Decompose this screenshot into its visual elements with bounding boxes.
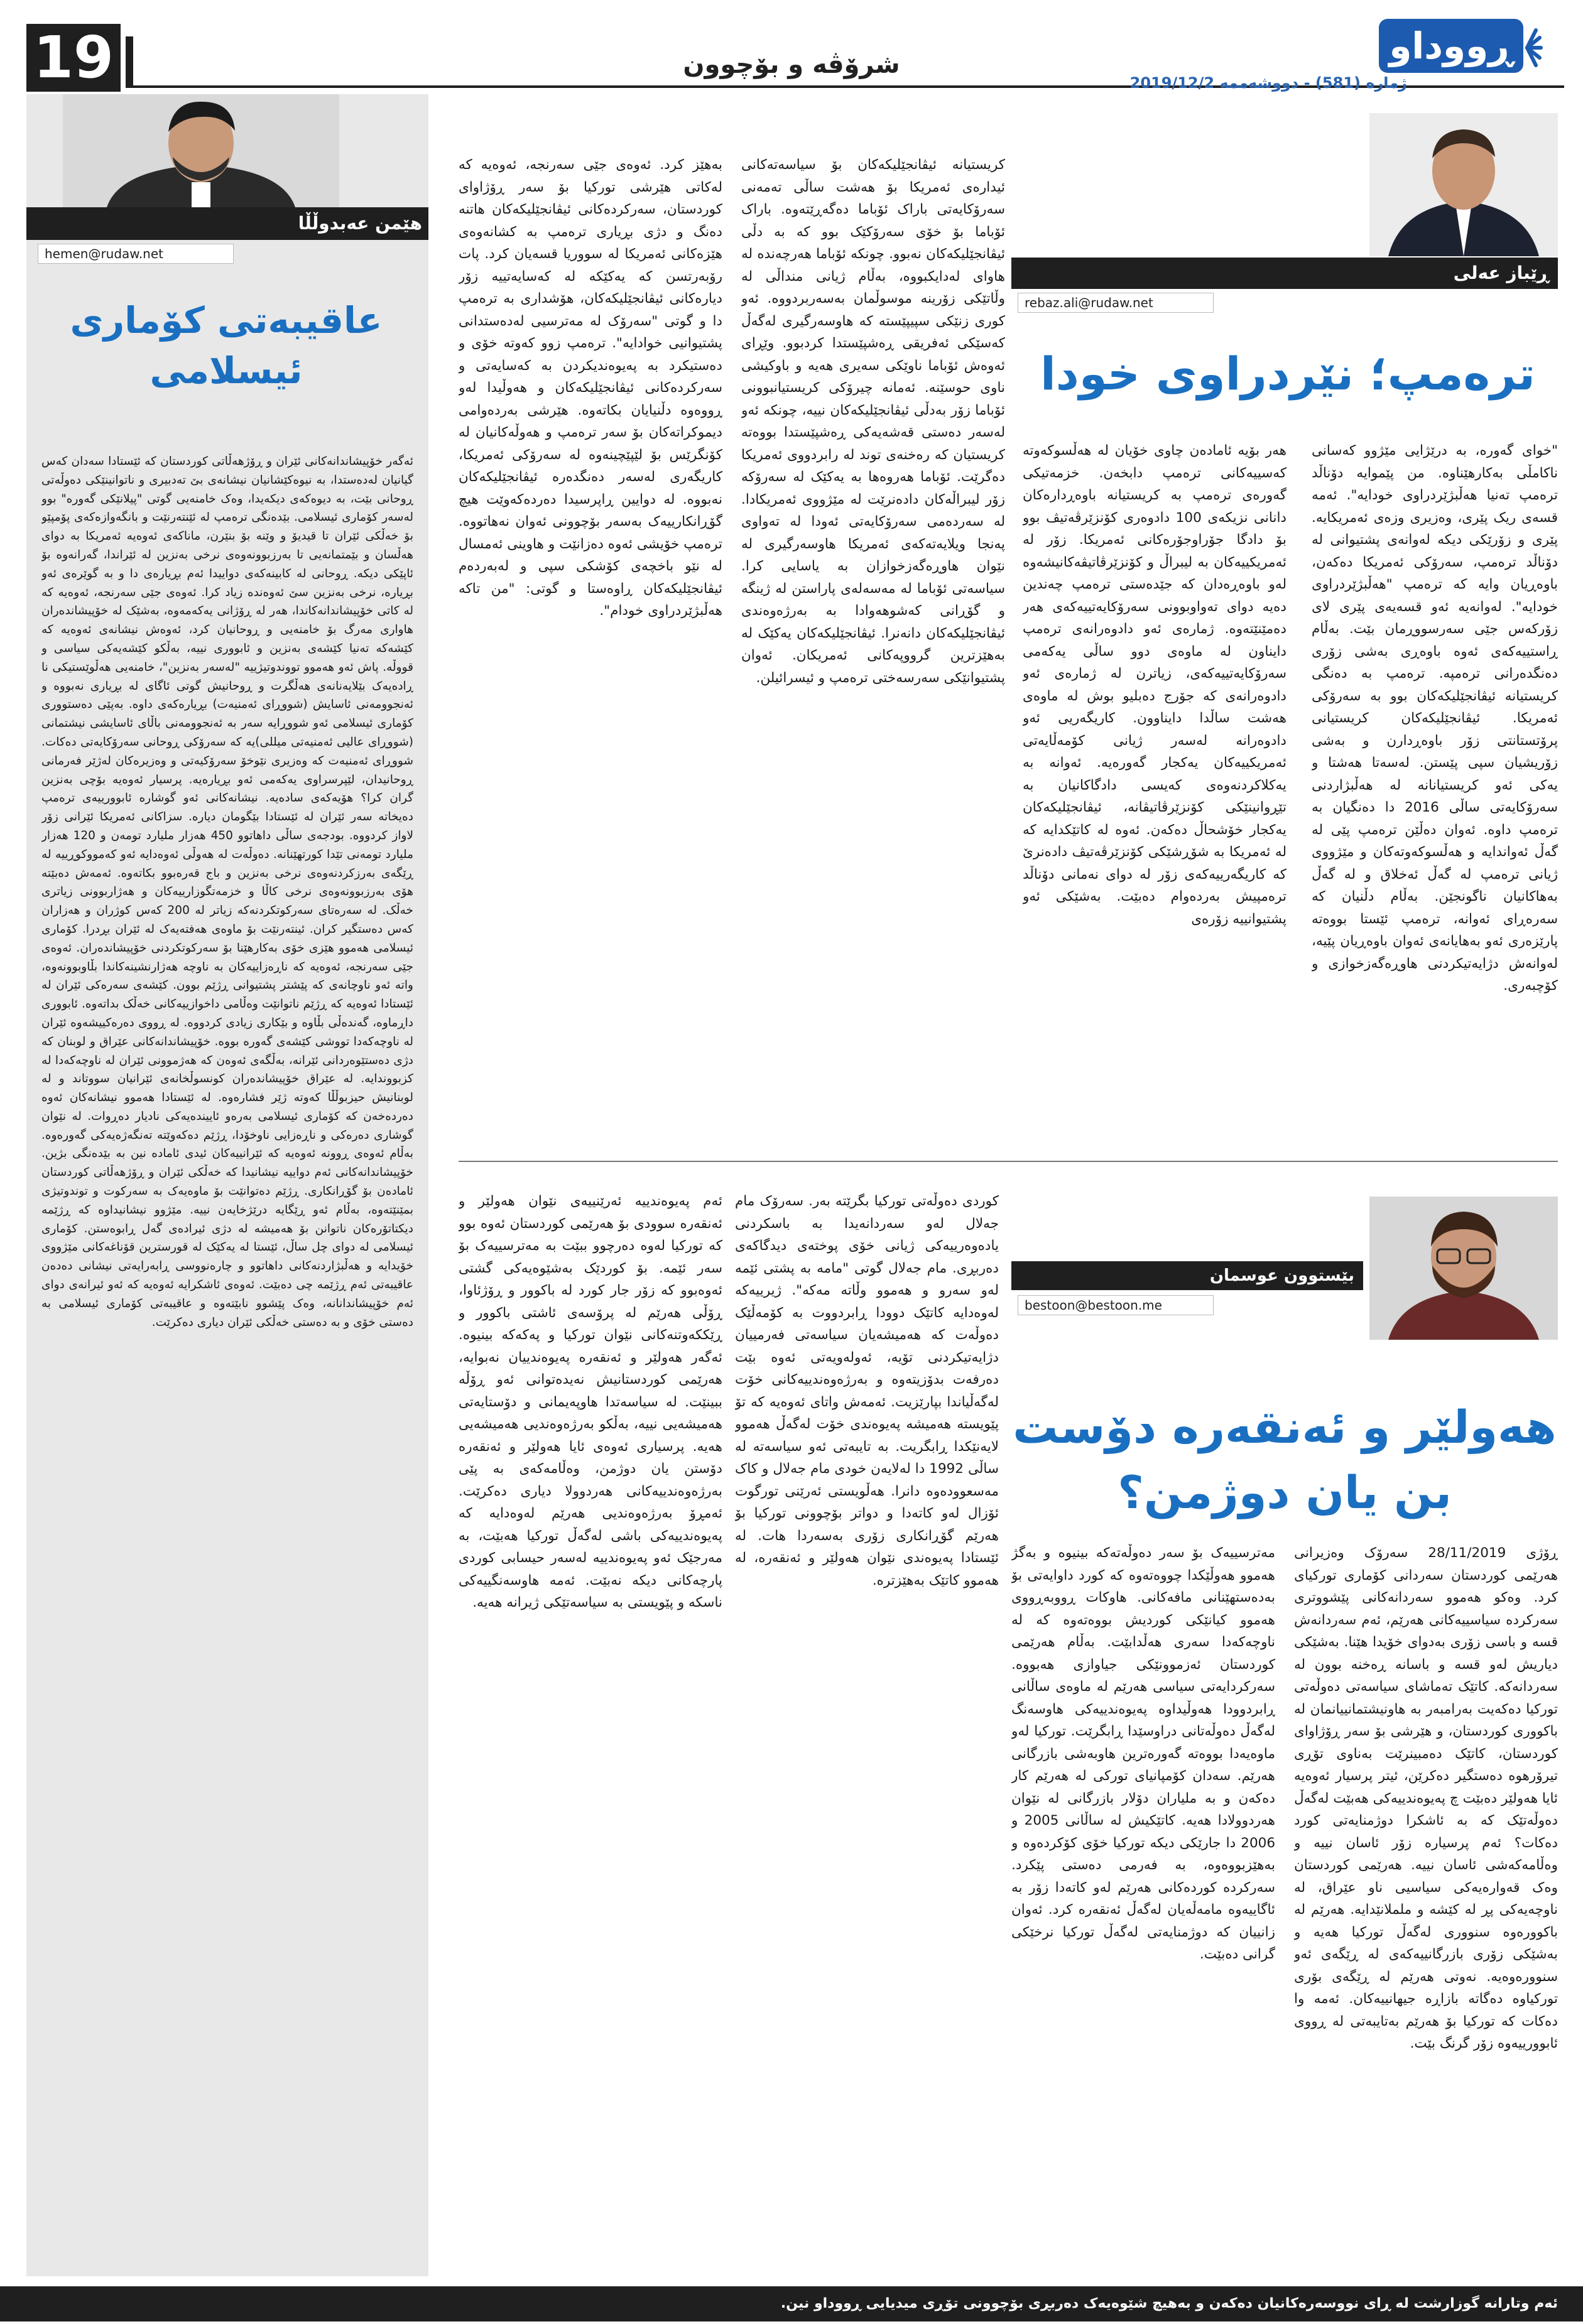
author-name-rebaz: ڕێباز عەلی <box>1011 258 1558 289</box>
headline-article2 <box>44 295 408 396</box>
article3-col1 <box>1294 1542 1558 2271</box>
author-photo-hemen <box>63 94 339 207</box>
author-name-hemen: هێمن عەبدوڵڵا <box>26 207 428 240</box>
article1-col4 <box>459 154 722 1099</box>
section-title: شرۆڤە و بۆچوون <box>683 50 900 79</box>
author-photo-rebaz <box>1369 113 1558 256</box>
headline-article3-line2: بن یان دوژمن؟ <box>1118 1466 1452 1519</box>
author-email-bestoon[interactable]: bestoon@bestoon.me <box>1018 1295 1214 1315</box>
issue-info: ژمارە (581) - دووشەممە 2019/12/2 <box>1129 74 1407 92</box>
article3-col3-text: کوردی دەوڵەتی تورکیا بگرێتە بەر. سەرۆک مام جەلال لەو سەردانەیدا بە باسکردنی یادەوەرییەکی ژیانی خۆی پوختەی دیدگاکەی دەربڕی. مام جەلال گوتی "مامە بە پشتی ئێمە لەو سەرو و هەموو وڵاتە مەکە". ژیرییەکە لەوەدایە کاتێک دوودا ڕابردووت بە کۆمەڵێک دەوڵەت کە هەمیشەیان سیاسەتی فەرمییان دژایەتیکردنی تۆیە، ئەولەویەتی ئەوە بێت دەرفەت بدۆزیتەوە و بەرژەوەندییەکانی خۆت لەگەڵیاندا بپارێزیت. ئەمەش واتای ئەوەیە کە تۆ پێویستە هەمیشە پەیوەندی خۆت لەگەڵ هەموو لایەنێکدا ڕابگریت. بە تایبەتی ئەو سیاسەتە لە ساڵی 1992 دا لەلایەن خودی مام جەلال و کاک مەسعوودەوە دانرا. هەڵویستی ئەرێنی تورگوت ئۆزال لەو کاتەدا و دواتر بۆچوونی تورکیا بۆ هەرێم گۆڕانکاری زۆری بەسەردا هات. لە ئێستادا پەیوەندی نێوان هەولێر و ئەنقەرە، لە هەموو کاتێک بەهێزترە. <box>735 1193 999 1588</box>
article3-col1-text: ڕۆژی 28/11/2019 سەرۆک وەزیرانی هەرێمی کوردستان سەردانی کۆماری تورکیای کرد. وەکو هەموو سەردانەکانی پێشووتری سەرکردە سیاسییەکانی هەرێم، ئەم سەردانەش قسە و باسی زۆری بەدوای خۆیدا هێنا. بەشێکی دیاریش لەو قسە و باسانە ڕەخنە بوون لە سەردانەکە. کاتێک تەماشای سیاسەتی دەوڵەتی تورکیا دەکەیت بەرامبەر بە هاونیشتمانییانمان لە باکووری کوردستان، و هێرشی بۆ سەر ڕۆژاوای کوردستان، کاتێک دەمبینرێت بەناوی تۆڕی تیرۆرهوە دەستگیر دەکرێن، ئیتر پرسیار ئەوەیە ئایا هەولێر دەبێت چ پەیوەندییەکی هەبێت لەگەڵ دەوڵەتێک کە بە ئاشکرا دوژمنایەتی کورد دەکات؟ ئەم پرسیارە زۆر ئاسان نییە و وەڵامەکەشی ئاسان نییە. هەرێمی کوردستان وەک قەوارەیەکی سیاسیی ناو عێراق، لە ناوچەیەکی پڕ لە کێشە و ململانێدایە. هەرێم لە باکوورەوە سنووری لەگەڵ تورکیا هەیە و بەشێکی زۆری بازرگانییەکەی لە ڕێگەی ئەو سنوورەوەیە. نەوتی هەرێم لە ڕێگەی بۆری تورکیاوە دەگاتە بازاڕە جیهانییەکان. ئەمە وا دەکات کە تورکیا بۆ هەرێم بەتایبەتی لە ڕووی ئابوورییەوە زۆر گرنگ بێت. <box>1294 1545 1558 2051</box>
author-email-rebaz[interactable]: rebaz.ali@rudaw.net <box>1018 293 1214 313</box>
page-header <box>0 0 1583 107</box>
rudaw-logo <box>1379 19 1561 82</box>
article1-col3-text: کریستیانە ئیڤانجێلیکەکان بۆ سیاسەتەکانی ئیدارەی ئەمریکا بۆ هەشت ساڵی تەمەنی سەرۆکایەتی باراک ئۆباما دەگەڕێتەوە. باراک ئۆباما بۆ خۆی سەرۆکێک بوو کە بە دڵی ئیڤانجێلیکەکان نەبوو. چونکە ئۆباما هەرچەندە لە هاوای لەدایکبووە، بەڵام ژیانی منداڵی لە وڵاتێکی زۆرینە موسوڵمان بەسەربردووە. ئەو کوری زنێکی سپیپێستە کە هاوسەرگیری لەگەڵ کەسێکی ئەفریقی ڕەشپێستدا کردبوو. وێڕای ئەوەش ئۆباما ناوێکی سەیری هەیە و باوکیشی ناوی حوسێنە. ئەمانە چیرۆکی کریستیانبوونی ئۆباما زۆر بەدڵی ئیڤانجێلیکەکان نییە، چونکە ئەو لەسەر دەستی قەشەیەکی ڕەشپێستدا بووەتە کریستیان کە رەخنەی توند لە رابردووی ئەمریکا دەگرێت. ئۆباما هەروەها بە یەکێک لە سەرۆکە زۆر لیبراڵەکان دادەنرێت لە مێژووی ئەمریکادا. لە سەردەمی سەرۆکایەتی ئەودا لە تەواوی پەنجا ویلایەتەکەی ئەمریکا هاوسەرگیری لە نێوان هاوڕەگەزخوازان بە یاسایی کرا. سیاسەتی ئۆباما لە مەسەلەی پاراستن لە ژینگە و گۆڕانی کەشوهەوادا بە بەرژەوەندی ئیڤانجێلیکەکان دانەنرا. ئیڤانجێلیکەکان یەکێک لە بەهێزترین گرووپەکانی ئەمریکان. ئەوان پشتیوانێکی سەرسەختی ترەمپ و ئیسرائیلن. <box>741 157 1005 686</box>
article2-body <box>41 452 413 2267</box>
article3-col4-text: ئەم پەیوەندییە ئەرێنییەی نێوان هەولێر و ئەنقەرە سوودی بۆ هەرێمی کوردستان ئەوە بوو کە تورکیا لەوە دەرچوو ببێت بە مەترسییەک بۆ سەر ئێمە. بۆ کوردێک بەشێوەیەکی گشتی ئەوەبوو کە زۆر جار کورد لە باکوور و ڕۆژئاوا، ڕۆڵی هەرێم لە پرۆسەی ئاشتی باکوور و ڕێککەوتنەکانی نێوان تورکیا و پەکەکە بینیوە. ئەگەر هەولێر و ئەنقەرە پەیوەندییان نەبوایە، هەرێمی کوردستانیش نەیدەتوانی ئەو ڕۆڵە ببینێت. لە سیاسەتدا هاوپەیمانی و دۆستایەتی هەمیشەیی نییە، بەڵکو بەرژەوەندیی هەمیشەیی هەیە. پرسیاری ئەوەی ئایا هەولێر و ئەنقەرە دۆستن یان دوژمن، وەڵامەکەی بە پێی بەرژەوەندییەکانی هەردوولا دیاری دەکرێت. ئەمڕۆ بەرژەوەندیی هەرێم لەوەدایە کە پەیوەندییەکی باشی لەگەڵ تورکیا هەبێت، بە مەرجێک ئەو پەیوەندییە لەسەر حیسابی کوردی پارچەکانی دیکە نەبێت. ئەمە هاوسەنگییەکی ناسکە و پێویستی بە سیاسەتێکی ژیرانە هەیە. <box>459 1193 722 1610</box>
headline-article2-line2: ئیسلامی <box>150 349 303 392</box>
article1-col1-text: "خوای گەورە، بە درێژایی مێژوو کەسانی ناکامڵی بەکارهێناوە. من پێموایە دۆناڵد ترەمپ تەنیا هەڵبژێردراوی خودایە". ئەمە قسەی ریک پێری، وەزیری وزەی ئەمریکایە. پێری و زۆرێکی دیکە لەوانەی پشتیوانی لە دۆناڵد ترەمپ، سەرۆکی ئەمریکا دەکەن، باوەڕیان وایە کە ترەمپ "هەڵبژێردراوی خودایە". لەوانەیە ئەو قسەیەی پێری لای زۆرکەس جێی سەرسووڕمان بێت. بەڵام ڕاستییەکەی ئەوە باوەڕی بەشی زۆری دەنگدەرانی ترەمپە. ترەمپ بە دەنگی کریستیانە ئیڤانجێلیکەکان بوو بە سەرۆکی ئەمریکا. ئیڤانجێلیکەکان کریستیانی پرۆتستانتی زۆر باوەڕدارن و بەشی زۆریشیان سپی پێستن. لەسەتا هەشتا و یەکی ئەو کریستیانانە لە هەڵبژاردنی سەرۆکایەتی ساڵی 2016 دا دەنگیان بە ترەمپ داوە. ئەوان دەڵێن ترەمپ پێی لە گەڵ ئەواندایە و هەڵسوکەوتەکان و مێژووی ژیانی ترەمپ لە گەڵ ئەخلاق و لە گەڵ بەهاکانیان ناگونجێن. بەڵام دڵنیان کە سەرەڕای ئەوانە، ترەمپ ئێستا بووەتە پارێزەری ئەو بەهایانەی ئەوان باوەڕیان پێیە، لەوانەش دژایەتیکردنی هاوڕەگەزخوازی و کۆچبەری. <box>1312 443 1558 994</box>
article2-paragraph: ئەگەر خۆپیشاندانەکانی ئێران و ڕۆژهەڵاتی کوردستان کە ئێستادا سەدان کەس گیانیان لەدەستدا، بە نیوەکێشانیان نیشانەی بێ تەدبیری و ناتوانینێکی دەوڵەتی ڕوحانی بێت، بە دیوەکەی دیکەیدا، وەک خامنەیی گوتی "پیلانێکی گەورە" بوو لەسەر کۆماری ئیسلامی. بێدەنگی ترەمپ لە ئێنتەرنێت و بانگەوازەکەی پۆمپێو بۆ خەڵکی ئێران تا قیدیۆ و وێنە بۆ بنێرن، ماناکەی ئەوەیە ئەمریکا بە دوای هەڵسان و بێمتمانەیی تا بەرزبوونەوەی نرخی بەنزین لە ئێراندا، گەرانەوە بۆ ئاپێکی دیکە. ڕوحانی لە کابینەکەی دواییدا ئەم بڕیارەی دا و بە گوێرەی ئەو بڕیارە، نرخی بەنزین سێ ئەوەندە زیاد کرا. ئەوەی جێی سەرنجە، ئەوەیە کە لە کاتی خۆپیشاندانەکاندا، هەر لە ڕۆژانی یەکەمەوە، بەشێک لە خۆپیشاندەران هاواری مەرگ بۆ خامنەیی و ڕوحانیان کرد، ئەوەش نیشانەی ئەوەیە کە کێشەکە تەنیا کێشەی بەنزین و ئابووری نییە، بەڵکو کێشەیەکی سیاسی و قووڵە. پاش ئەو هەموو تووندوتیژییە "لەسەر بەنزین"، خامنەیی هەڵوێستیکی نا ڕادەیەک بێلایەنانەی هەڵگرت و ڕوحانیش گوتی ئاگای لە بڕیاری نەبووە و ئەنجوومەنی ئاسایش (شووڕای ئەمنیەت) بڕیارەکەی داوە. بەپێی دەستووری کۆماری ئیسلامی ئەو شووڕایە سەر بە ئەنجوومەنی باڵای ئاسایشی نیشتمانی (شووڕای عالیی ئەمنیەتی میللی)یە کە سەرۆکی ڕوحانی سەرۆکایەتی دەکات. شووڕای ئەمنیەت کە وەزیری نێوخۆ سەرۆکیەتی و وەزیرەکان لەژێر فەرمانی ڕوحانیدان، لێپرسراوی یەکەمی ئەو بڕیارەیە. پرسیار ئەوەیە بۆچی بەنزین گران کرا؟ هۆیەکەی سادەیە. نیشانەکانی ئەو گوشارە ئابوورییەی ترەمپ دەیخاتە سەر ئێران لە ئێستادا بێگومان دیارە. سزاکانی ئەمریکا ئێرانی زۆر لاواز کردووە. بودجەی ساڵی داهاتوو 450 هەزار ملیارد تومەن و 120 هەزار ملیارد تومەنی تێدا کورتهێنانە. دەوڵەت لە هەوڵی ئەوەدایە ئەو کەمووکوڕییە لە ڕێگەی بەرزکردنەوەی نرخی بەنزین و باج قەرەبوو بکاتەوە. ئەمەش دەبێتە هۆی بەرزبوونەوەی نرخی کاڵا و خزمەتگوزارییەکان و هەژاربوونی زیاتری خەڵک. لە سەرەتای سەرکوتکردنەکە زیاتر لە 200 کەس کوژران و هەزاران کەس دەستگیر کران. ئینتەرنێت بۆ ماوەی هەفتەیەک لە ئێران بڕدرا. کۆماری ئیسلامی هەموو هێزی خۆی بەکارهێنا بۆ سەرکوتکردنی خۆپیشاندەران. ئەوەی جێی سەرنجە، ئەوەیە کە ناڕەزاییەکان بە ناوچە هەژارنشینەکاندا بڵاوبوونەوە، واتە ئەو ناوچانەی کە پێشتر پشتیوانی ڕژێم بوون. کێشەی سەرەکی ئێران لە ئێستادا ئەوەیە کە ڕژێم ناتوانێت وەڵامی داخوازییەکانی خەڵک بداتەوە. ئابووری داڕماوە، گەندەڵی بڵاوە و بێکاری زیادی کردووە. لە ڕووی دەرەکییشەوە ئێران لە ناوچەکەدا تووشی کێشەی گەورە بووە. خۆپیشاندانەکانی عێراق و لوبنان کە دژی دەستێوەردانی ئێرانە، بەڵگەی ئەوەن کە هەژموونی ئێران لە ناوچەکەدا لە کزبووندایە. لە عێراق خۆپیشاندەران کونسوڵخانەی ئێرانیان سووتاند و لە لوبنانیش حیزبوڵڵا کەوتە ژێر فشارەوە. لە ئێستادا هەموو نیشانەکان ئەوە دەردەخەن کە کۆماری ئیسلامی بەرەو ئاییندەیەکی نادیار دەڕوات. لە نێوان گوشاری دەرەکی و ناڕەزایی ناوخۆدا، ڕژێم دەکەوێتە تەنگەژەیەکی گەورەوە. بەڵام ئەوەی ڕوونە ئەوەیە کە ئێرانییەکان ئیدی ئامادە نین بە بێدەنگی بژین. خۆپیشاندانەکانی ئەم دواییە نیشانیدا کە خەڵکی ئێران و ڕۆژهەڵاتی کوردستان ئامادەن بۆ گۆڕانکاری. ڕژێم دەتوانێت بۆ ماوەیەک بە سەرکوت و توندوتیژی بمێنێتەوە، بەڵام ئەو ڕێگایە درێژخایەن نییە. مێژوو نیشانیداوە کە ڕژێمە دیکتاتۆرەکان ناتوانن بۆ هەمیشە لە دژی ئیرادەی گەل ڕابوەستن. کۆماری ئیسلامی لە دوای چل ساڵ، ئێستا لە یەکێک لە قورسترین قۆناغەکانی مێژووی خۆیدایە و هەڵبژاردنەکانی داهاتوو و چارەنووسی ڕابەرایەتی نیشانی دەدەن عاقیبەتی ئەم ڕژێمە چی دەبێت. ئەوەی ئاشکرایە ئەوەیە کە ئەو ئیرانەی دوای ئەم خۆپیشاندانانە، وەک پێشوو نابێتەوە و عاقیبەتی کۆماری ئیسلامی بە دەستی خۆی و بە دەستی خەڵکی ئێران دیاری دەکرێت. <box>41 455 413 1329</box>
article3-col2 <box>1011 1542 1275 2271</box>
logo-text: ڕووداو <box>1389 24 1513 67</box>
author-photo-bestoon <box>1369 1197 1558 1340</box>
footer-disclaimer: ئەم وتارانە گوزارشت لە ڕای نووسەرەکانیان دەکەن و بەهیچ شێوەیەک دەربڕی بۆچوونی تۆڕی میدیایی ڕووداو نین. <box>780 2296 1558 2311</box>
article1-col2-text: هەر بۆیە ئامادەن چاوی خۆیان لە هەڵسوکەوتە کەسییەکانی ترەمپ دابخەن. خزمەتیکی گەورەی ترەمپ بە کریستیانە باوەڕدارەکان دانانی نزیکەی 100 دادوەری کۆنزێرڤەتیڤ بوو بۆ دادگا جۆراوجۆرەکانی ئەمریکا. زۆر لە ئەمریکییەکان بە لیبراڵ و کۆنزێرڤاتیڤەکانیشەوە لەو باوەڕەدان کە جێدەستی ترەمپ چەندین دەیە دوای تەواوبوونی سەرۆکایەتییەکەی هەر دەمێنێتەوە. ژمارەی ئەو دادوەرانەی ترەمپ دایناون لە ماوەی دوو ساڵی یەکەمی سەرۆکایەتییەکەی، زیاترن لە ژمارەی ئەو دادوەرانەی کە جۆرج دەبلیو بوش لە ماوەی هەشت ساڵدا دایناوون. کاریگەریی ئەو دادوەرانە لەسەر ژیانی کۆمەڵایەتی ئەمریکییەکان یەکجار گەورەیە. ئەوانە بە یەکلاکردنەوەی کەیسی دادگاکانیان بە تێڕوانینێکی کۆنزێرڤاتیڤانە، ئیڤانجێلیکەکان یەکجار خۆشحاڵ دەکەن. ئەوە لە کاتێکدایە کە لە ئەمریکا بە شۆڕشێکی کۆنزێرڤەتیڤ دادەنرێ کە کاریگەرییەکەی زۆر لە دوای نەمانی دۆناڵد ترەمپیش بەردەوام دەبێت. بەشێکی ئەو پشتیوانییە زۆرەی <box>1023 443 1287 927</box>
article3-col3 <box>735 1190 999 2271</box>
headline-article2-line1: عاقیبەتی کۆماری <box>70 299 383 342</box>
author-name-bestoon: بێستوون عوسمان <box>1011 1261 1363 1290</box>
article1-col1 <box>1312 440 1558 1099</box>
author-email-hemen[interactable]: hemen@rudaw.net <box>38 244 234 264</box>
article3-col4 <box>459 1190 722 2271</box>
page-number: 19 <box>26 24 121 92</box>
article1-col4-text: بەهێز کرد. ئەوەی جێی سەرنجە، ئەوەیە کە لەکاتی هێرشی تورکیا بۆ سەر ڕۆژاوای کوردستان، سەرکردەکانی ئیڤانجێلیکەکان هاتنە دەنگ و دژی بڕیاری ترەمپ بە کشانەوەی هێزەکانی ئەمریکا لە سووریا قسەیان کرد. پات رۆبەرتسن کە یەکێکە لە کەسایەتییە زۆر دیارەکانی ئیڤانجێلیکەکان، هۆشداری بە ترەمپ دا و گوتی "سەرۆک لە مەترسیی لەدەستدانی پشتیوانیی خوادایە". ترەمپ زوو کەوتە خۆی و دەستیکرد بە پەیوەندیکردن بە کەسایەتی و سەرکردەکانی ئیڤانجێلیکەکان و هەوڵیدا لەو ڕووەوە دڵنیایان بکاتەوە. هێرشی بەردەوامی دیموکراتەکان بۆ سەر ترەمپ و هەوڵەکانیان لە کۆنگرێس بۆ لێپێچینەوە لە سەرۆکی ئەمریکا، کاریگەری لەسەر دەنگدەرە ئیڤانجێلیکەکان نەبووە. لە دوایین ڕاپرسیدا دەردەکەوێت هیچ گۆڕانکارییەک بەسەر بۆچوونی ئەوان نەهاتووە. ترەمپ خۆیشی ئەوە دەزانێت و هاوینی ئەمسال لە نێو باخچەی کۆشکی سپی و لەبەردەم ئیڤانجێلیکەکان ڕاوەستا و گوتی: "من تاکە هەڵبژێردراوی خودام". <box>459 157 722 619</box>
article3-col2-text: مەترسییەک بۆ سەر دەوڵەتەکە بینیوە و بەگژ هەموو هەوڵێکدا چووەتەوە کە کورد داوایەتی بۆ بەدەستهێنانی مافەکانی. هاوکات ڕووبەڕووی هەموو کیانێکی کوردیش بووەتەوە کە لە ناوچەکەدا سەری هەڵدابێت. بەڵام هەرێمی کوردستان ئەزموونێکی جیاوازی هەبووە. سەرکردایەتی سیاسی هەرێم لە ماوەی ساڵانی ڕابردوودا هەوڵیداوە پەیوەندییەکی هاوسەنگ لەگەڵ دەوڵەتانی دراوسێدا ڕابگرێت. تورکیا لەو ماوەیەدا بووەتە گەورەترین هاوبەشی بازرگانی هەرێم. سەدان کۆمپانیای تورکی لە هەرێم کار دەکەن و بە ملیاران دۆلار بازرگانی لە نێوان هەردوولادا هەیە. کاتێکیش لە ساڵانی 2005 و 2006 دا جارێکی دیکە تورکیا خۆی کۆکردەوە و بەهێزبووەوە، بە فەرمی دەستی پێکرد. سەرکردە کوردەکانی هەرێم لەو کاتەدا زۆر بە ئاگاییەوە مامەڵەیان لەگەڵ ئەنقەرە کرد. ئەوان زانییان کە دوژمنایەتی لەگەڵ تورکیا نرخێکی گرانی دەبێت. <box>1011 1545 1275 1962</box>
article1-col2 <box>1023 440 1287 1099</box>
headline-article3-line1: هەولێر و ئەنقەرە دۆست <box>1013 1401 1557 1453</box>
section-divider <box>459 1161 1558 1162</box>
logo-burst-icon <box>1522 23 1560 73</box>
headline-article3 <box>1011 1394 1558 1525</box>
headline-article1: ترەمپ؛ نێردراوی خودا <box>1040 347 1535 400</box>
article1-col3 <box>741 154 1005 1099</box>
